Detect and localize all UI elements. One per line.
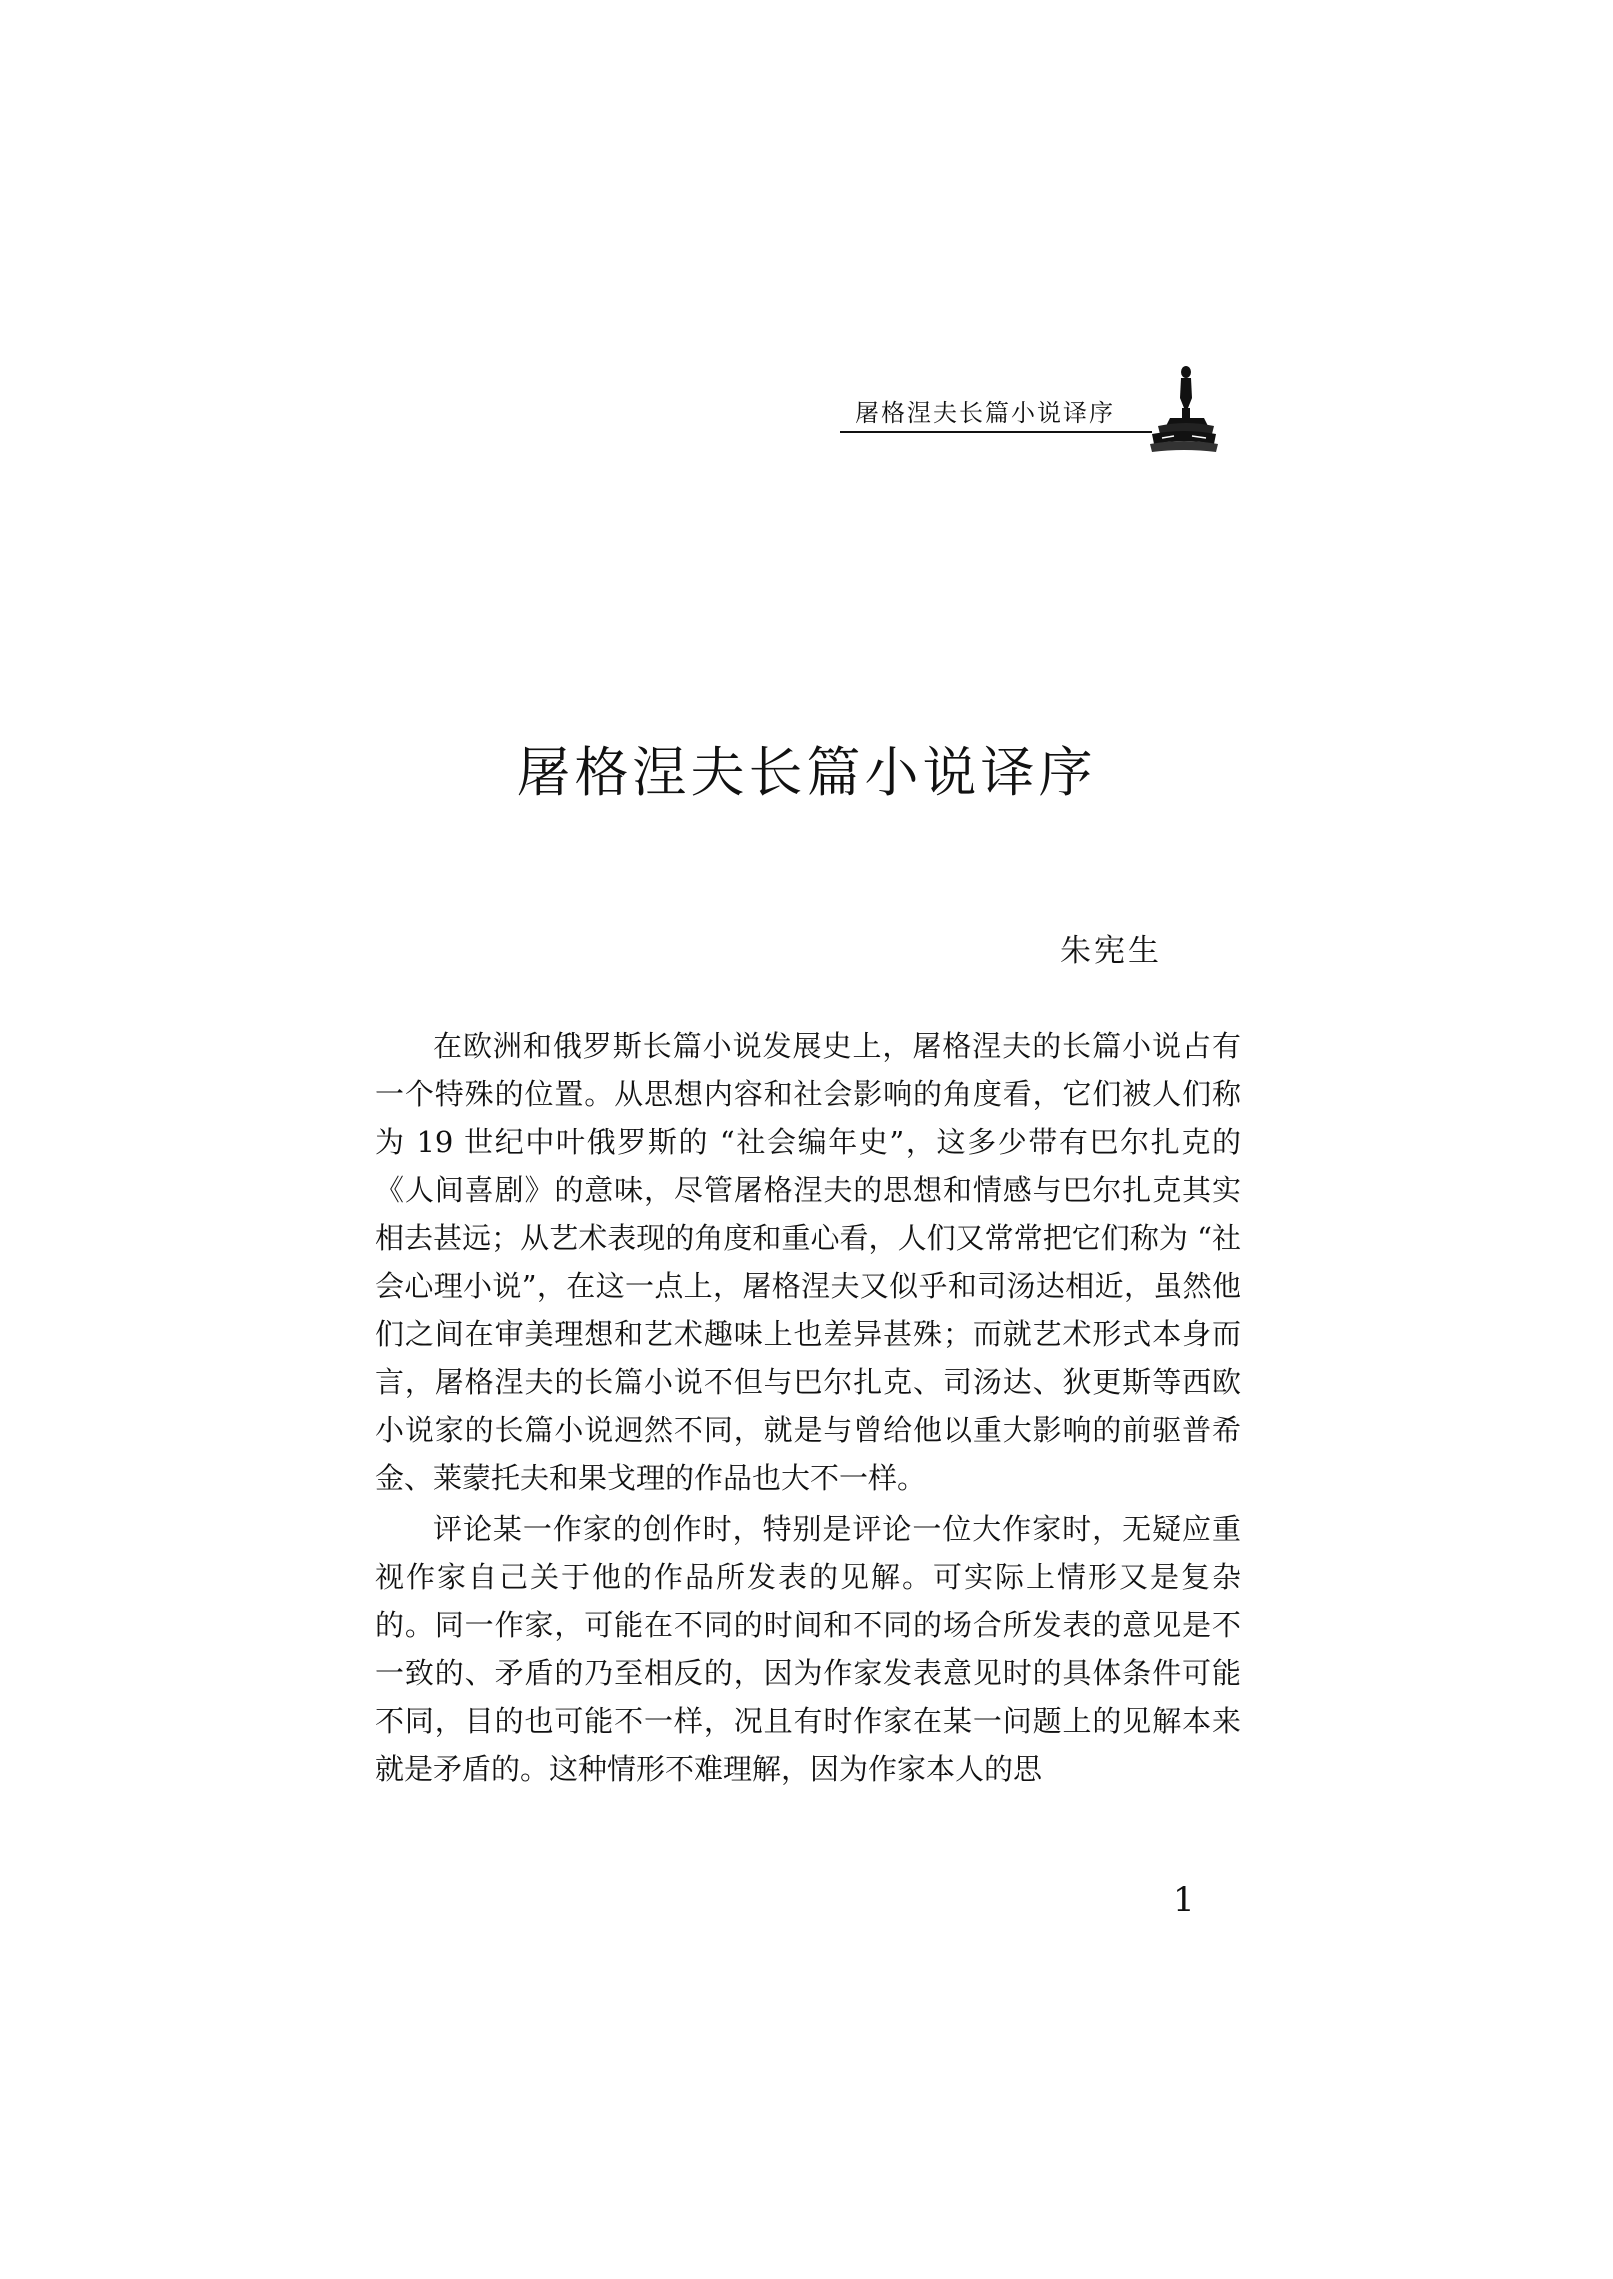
paragraph: 在欧洲和俄罗斯长篇小说发展史上，屠格涅夫的长篇小说占有一个特殊的位置。从思想内容和社会影响的角度看，它们被人们称为 19 世纪中叶俄罗斯的 “社会编年史”，这多少带有巴尔扎克的《人间喜剧》的意味，尽管屠格涅夫的思想和情感与巴尔扎克其实相去甚远；从艺术表现的角度和重心看，人们又常常把它们称为 “社会心理小说”，在这一点上，屠格涅夫又似乎和司汤达相近，虽然他们之间在审美理想和艺术趣味上也差异甚殊；而就艺术形式本身而言，屠格涅夫的长篇小说不但与巴尔扎克、司汤达、狄更斯等西欧小说家的长篇小说迥然不同，就是与曾给他以重大影响的前驱普希金、莱蒙托夫和果戈理的作品也大不一样。 xyxy=(375,1029,1241,1495)
running-header-title: 屠格涅夫长篇小说译序 xyxy=(855,399,1115,427)
body-text xyxy=(375,1022,1241,1796)
writer-figurine-icon xyxy=(1148,364,1218,456)
page-number: 1 xyxy=(1173,1880,1195,1920)
author-name: 朱宪生 xyxy=(1060,933,1162,969)
paragraph: 评论某一作家的创作时，特别是评论一位大作家时，无疑应重视作家自己关于他的作品所发表的见解。可实际上情形又是复杂的。同一作家，可能在不同的时间和不同的场合所发表的意见是不一致的、矛盾的乃至相反的，因为作家发表意见时的具体条件可能不同，目的也可能不一样，况且有时作家在某一问题上的见解本来就是矛盾的。这种情形不难理解，因为作家本人的思 xyxy=(375,1512,1241,1786)
page-title: 屠格涅夫长篇小说译序 xyxy=(516,741,1097,804)
header-rule xyxy=(840,431,1152,433)
